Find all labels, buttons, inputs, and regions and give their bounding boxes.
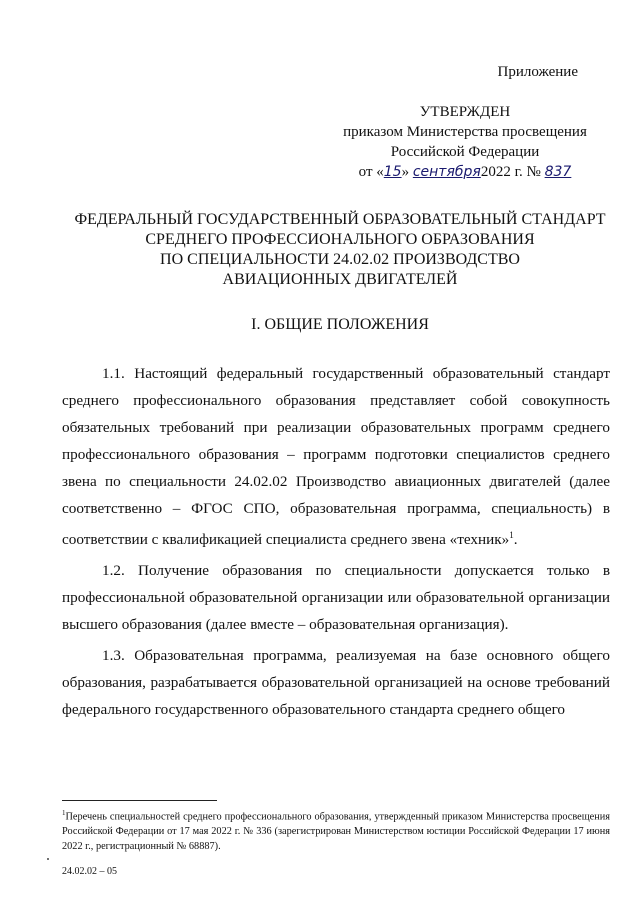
date-month-handwritten: сентября: [412, 164, 481, 180]
footnote-text: Перечень специальностей среднего профессионального образования, утвержденный приказом Министерства просвещения Российской Федерации от 17 мая 2022 г. № 336 (зарегистрирован Министерством юстиции Российской Федерации 17 июня 2022 г., регистрационный № 68887).: [62, 811, 610, 853]
document-code: 24.02.02 – 05: [62, 866, 117, 877]
title-line-1: ФЕДЕРАЛЬНЫЙ ГОСУДАРСТВЕННЫЙ ОБРАЗОВАТЕЛЬНЫЙ СТАНДАРТ: [74, 211, 606, 228]
footnote: [62, 806, 610, 854]
section-heading: I. ОБЩИЕ ПОЛОЖЕНИЯ: [251, 316, 429, 333]
appendix-label: Приложение: [497, 64, 578, 80]
footnote-divider: [62, 800, 217, 801]
scan-speck: [47, 858, 49, 860]
title-line-2: СРЕДНЕГО ПРОФЕССИОНАЛЬНОГО ОБРАЗОВАНИЯ: [145, 231, 535, 248]
approval-line-2: Российской Федерации: [390, 144, 540, 160]
date-year: 2022 г. №: [480, 164, 541, 180]
title-line-4: АВИАЦИОННЫХ ДВИГАТЕЛЕЙ: [222, 271, 458, 288]
title-line-3: ПО СПЕЦИАЛЬНОСТИ 24.02.02 ПРОИЗВОДСТВО: [160, 251, 520, 268]
footnote-marker: 1: [62, 809, 66, 817]
footnote-ref: 1: [509, 530, 514, 541]
paragraph-1-1: [62, 361, 610, 554]
paragraph-1-1-end: .: [513, 531, 518, 549]
approval-date-line: [300, 162, 630, 182]
approval-block: [300, 102, 630, 182]
date-mid: »: [401, 164, 410, 180]
date-prefix: от «: [358, 164, 384, 180]
paragraph-1-3: 1.3. Образовательная программа, реализуемая на базе основного общего образования, разрабатывается образовательной организацией на основе требований федерального государственного образовательного стандарта среднего общего: [62, 647, 610, 718]
document-body: [62, 361, 610, 728]
approval-heading: УТВЕРЖДЕН: [419, 104, 511, 120]
date-day-handwritten: 15: [383, 164, 402, 180]
paragraph-1-1-text: 1.1. Настоящий федеральный государственный образовательный стандарт среднего профессионального образования представляет собой совокупность обязательных требований при реализации образовательных программ среднего профессионального образования – программ подготовки специалистов среднего звена по специальности 24.02.02 Производство авиационных двигателей (далее соответственно – ФГОС СПО, образовательная программа, специальность) в соответствии с квалификацией специалиста среднего звена «техник»: [62, 365, 610, 549]
order-number-handwritten: 837: [544, 164, 572, 180]
document-title: [60, 210, 620, 290]
approval-line-1: приказом Министерства просвещения: [343, 124, 587, 140]
paragraph-1-2: 1.2. Получение образования по специальности допускается только в профессиональной образовательной организации или образовательной организации высшего образования (далее вместе – образовательная организация).: [62, 562, 610, 634]
